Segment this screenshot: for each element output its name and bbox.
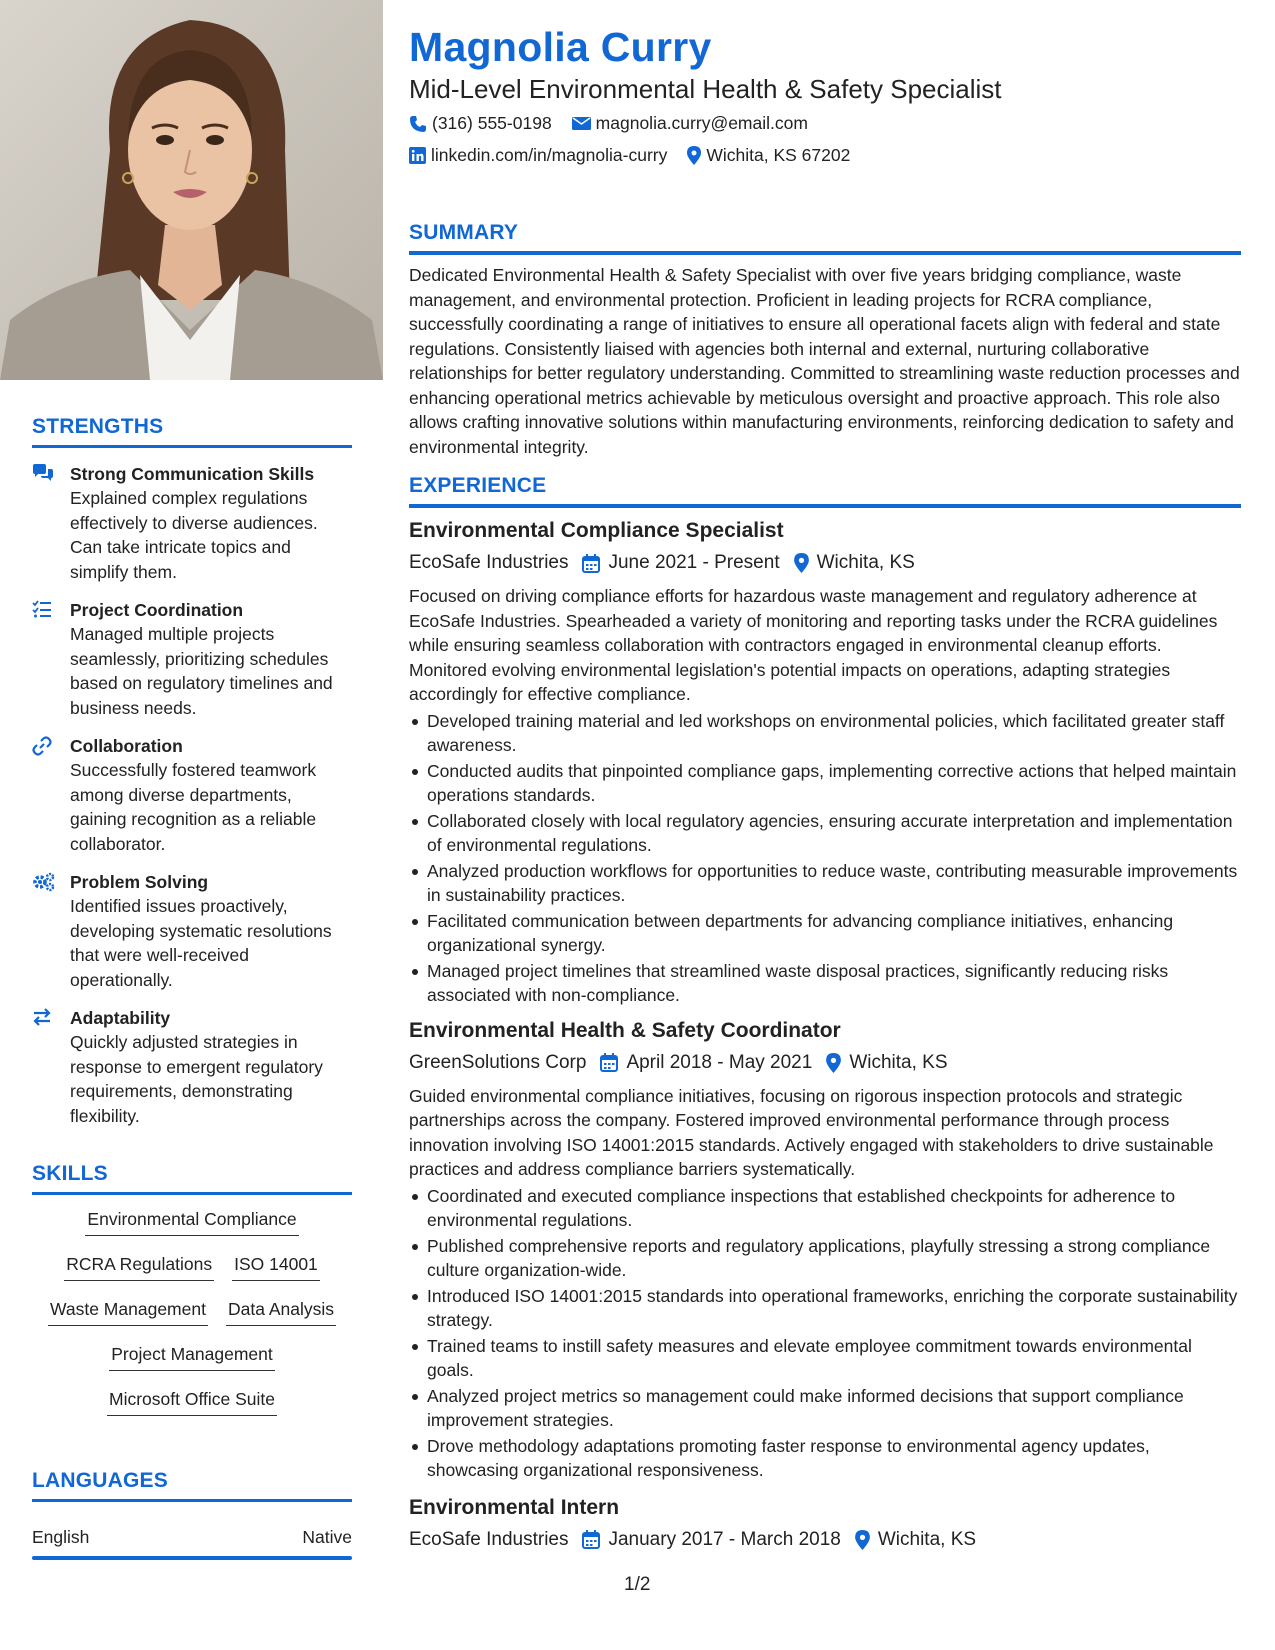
strength-item [32,598,352,720]
left-column [0,0,383,1650]
job-bullet: Collaborated closely with local regulatory agencies, ensuring accurate interpretation and implementation of environmental regulations. [409,809,1241,858]
job-bullet: Drove methodology adaptations promoting faster response to environmental agency updates, showcasing organizational responsiveness. [409,1434,1241,1483]
job-description: Guided environmental compliance initiatives, focusing on rigorous inspection protocols and strategic partnerships across the company. Fostered improved environmental performance through process innovation involving ISO 14001:2015 standards. Actively engaged with stakeholders to drive sustainable practices and address compliance barriers systematically. [409,1085,1214,1179]
experience-section [409,474,1241,1553]
comments-icon [32,462,70,584]
language-item [32,1526,352,1548]
linkedin-icon [409,147,426,164]
strength-item [32,870,352,992]
contact-row-1 [409,113,808,134]
strength-desc: Identified issues proactively, developing systematic resolutions that were well-received operationally. [70,896,332,990]
skills-section [32,1162,352,1430]
strength-desc: Explained complex regulations effectively to diverse audiences. Can take intricate topics and simplify them. [70,488,318,582]
skill-tag: RCRA Regulations [64,1250,214,1281]
strengths-rule [32,445,352,448]
job-bullet: Coordinated and executed compliance inspections that established checkpoints for adherence to environmental regulations. [409,1184,1241,1233]
job-bullet: Conducted audits that pinpointed compliance gaps, implementing corrective actions that helped maintain operations standards. [409,759,1241,808]
strengths-section [32,415,352,1128]
job-entry [409,1018,1241,1483]
page-number: 1/2 [624,1574,651,1595]
phone-icon [409,115,427,133]
job-location: Wichita, KS [877,1528,977,1550]
job-bullet: Managed project timelines that streamlined waste disposal practices, significantly reducing risks associated with non-compliance. [409,959,1241,1008]
link-icon [32,734,70,856]
strength-title: Project Coordination [70,600,244,620]
exchange-icon [32,1006,70,1128]
strength-title: Collaboration [70,736,183,756]
calendar-icon [582,1530,600,1549]
skill-tag: Waste Management [48,1295,208,1326]
skills-heading: SKILLS [32,1162,108,1185]
gears-icon [32,870,70,992]
calendar-icon [600,1053,618,1072]
job-entry [409,1495,1241,1553]
strength-desc: Successfully fostered teamwork among diverse departments, gaining recognition as a reliable collaborator. [70,760,317,854]
summary-rule [409,251,1241,255]
job-meta [409,1527,1241,1553]
envelope-icon [572,116,591,131]
job-location: Wichita, KS [849,1051,948,1073]
summary-heading: SUMMARY [409,221,519,244]
job-entry [409,518,1241,1008]
phone-number[interactable]: (316) 555-0198 [432,113,552,133]
summary-text: Dedicated Environmental Health & Safety Specialist with over five years bridging compliance, waste management, and environmental protection. Proficient in leading projects for RCRA compliance, successfully coordinating a range of initiatives to ensure all operational facets align with federal and state regulations. Consistently liaised with agencies both internal and external, nurturing collaborative relationships for better regulatory understanding. Committed to streamlining waste reduction processes and enhancing operational metrics achievable by meticulous oversight and proactive approach. This role also allows crafting innovative solutions within manufacturing environments, reinforcing dedication to safety and environmental integrity. [409,265,1240,457]
contact-row-2 [409,145,850,166]
job-bullet: Analyzed production workflows for opportunities to reduce waste, contributing measurable improvements in sustainability practices. [409,859,1241,908]
summary-section [409,221,1241,459]
map-pin-icon [794,553,809,573]
strength-item [32,462,352,584]
skill-tag: Microsoft Office Suite [107,1385,277,1416]
location-text: Wichita, KS 67202 [706,145,851,165]
job-bullet: Developed training material and led workshops on environmental policies, which facilitated greater staff awareness. [409,709,1241,758]
strength-item [32,734,352,856]
job-title: Environmental Intern [409,1495,620,1519]
profile-photo [0,0,383,380]
company-name: EcoSafe Industries [409,1528,569,1550]
languages-heading: LANGUAGES [32,1469,168,1492]
job-bullet: Facilitated communication between departments for advancing compliance initiatives, enhancing organizational synergy. [409,909,1241,958]
job-dates: April 2018 - May 2021 [626,1051,813,1073]
map-pin-icon [826,1053,841,1073]
job-title: Environmental Health & Safety Coordinator [409,1018,841,1042]
strengths-list [32,462,352,1128]
skill-tag: Data Analysis [226,1295,336,1326]
language-level-bar [32,1556,352,1560]
strength-desc: Managed multiple projects seamlessly, prioritizing schedules based on regulatory timelines and business needs. [70,624,333,718]
job-bullet: Introduced ISO 14001:2015 standards into operational frameworks, enriching the corporate sustainability strategy. [409,1284,1241,1333]
job-meta [409,1050,1241,1076]
languages-rule [32,1499,352,1502]
job-bullets [409,709,1241,1008]
job-title: Environmental Compliance Specialist [409,519,784,542]
email-link[interactable]: magnolia.curry@email.com [595,113,808,133]
company-name: EcoSafe Industries [409,552,569,573]
strength-title: Adaptability [70,1008,171,1028]
experience-heading: EXPERIENCE [409,474,547,497]
skill-tag: ISO 14001 [232,1250,320,1281]
language-name: English [32,1527,90,1547]
strength-title: Problem Solving [70,872,209,892]
map-pin-icon [687,146,701,165]
job-meta [409,550,1241,576]
skills-list [32,1195,352,1430]
job-description: Focused on driving compliance efforts for hazardous waste management and regulatory adherence at EcoSafe Industries. Spearheaded a variety of monitoring and reporting tasks under the RCRA guidelines while ensuring seamless collaboration with contractors engaged in environmental cleanup efforts. Monitored evolving environmental legislation's potential impacts on operations, adapting strategies accordingly for effective compliance. [409,586,1218,704]
job-location: Wichita, KS [816,552,915,573]
experience-rule [409,504,1241,508]
company-name: GreenSolutions Corp [409,1051,587,1073]
strength-desc: Quickly adjusted strategies in response to emergent regulatory requirements, demonstrating flexibility. [70,1032,323,1126]
calendar-icon [582,554,600,573]
strengths-heading: STRENGTHS [32,415,164,438]
skill-tag: Project Management [109,1340,274,1371]
strength-item [32,1006,352,1128]
candidate-name: Magnolia Curry [409,24,712,70]
languages-section [32,1469,352,1560]
candidate-headline: Mid-Level Environmental Health & Safety Specialist [409,74,1002,104]
skill-tag: Environmental Compliance [85,1205,298,1236]
list-check-icon [32,598,70,720]
job-bullet: Published comprehensive reports and regulatory applications, playfully stressing a strong compliance culture organization-wide. [409,1234,1241,1283]
linkedin-link[interactable]: linkedin.com/in/magnolia-curry [431,145,668,165]
language-level: Native [302,1527,352,1547]
job-bullet: Analyzed project metrics so management could make informed decisions that support compliance improvement strategies. [409,1384,1241,1433]
map-pin-icon [855,1530,870,1550]
job-dates: June 2021 - Present [608,552,780,573]
job-bullet: Trained teams to instill safety measures and elevate employee commitment towards environmental goals. [409,1334,1241,1383]
strength-title: Strong Communication Skills [70,464,315,484]
job-dates: January 2017 - March 2018 [608,1528,841,1550]
job-bullets [409,1184,1241,1483]
